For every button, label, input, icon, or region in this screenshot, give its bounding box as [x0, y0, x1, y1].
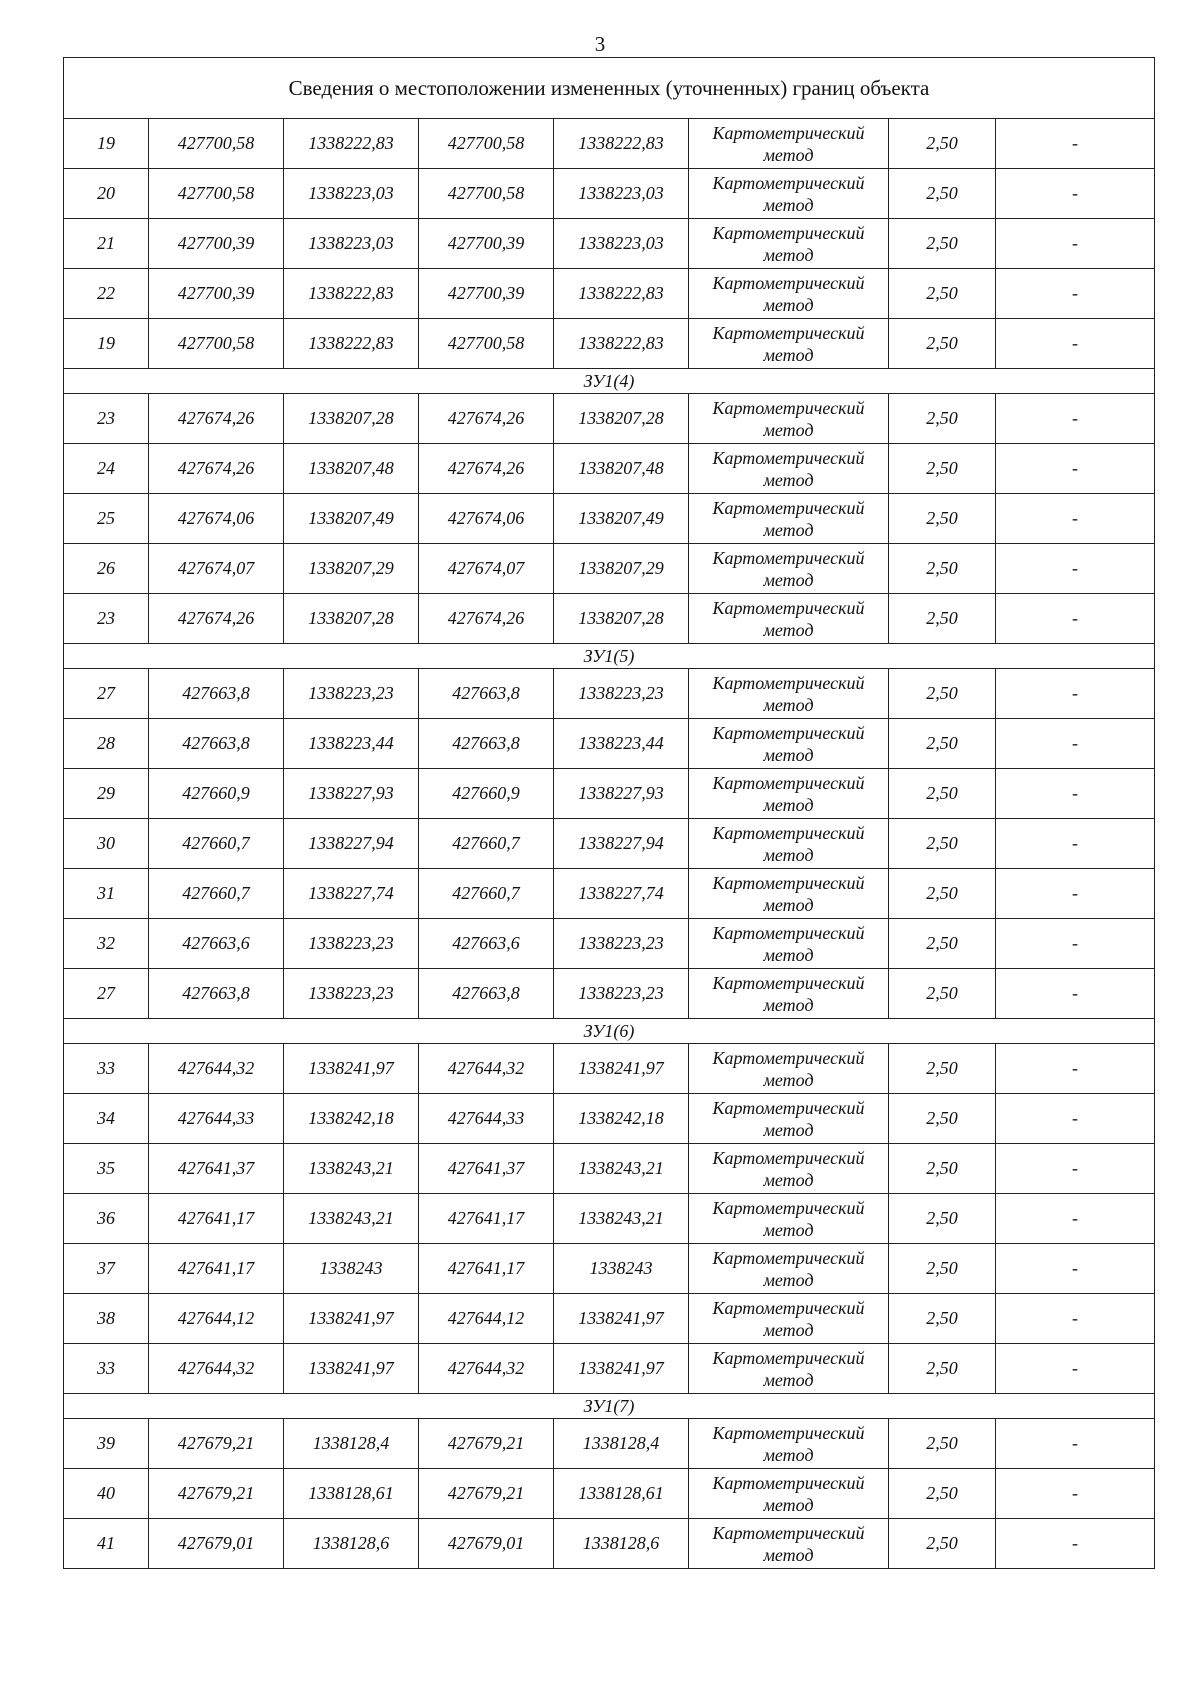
- table-row: [64, 1294, 1155, 1344]
- section-header-row: [64, 644, 1155, 669]
- table-row: [64, 969, 1155, 1019]
- x-new-cell: 427660,7: [419, 819, 554, 869]
- point-number-cell: 19: [64, 119, 149, 169]
- x-new-cell: 427674,26: [419, 444, 554, 494]
- point-number-cell: 33: [64, 1344, 149, 1394]
- x-new-cell: 427660,7: [419, 869, 554, 919]
- x-existing-cell: 427700,39: [149, 219, 284, 269]
- note-cell: -: [996, 669, 1155, 719]
- x-existing-cell: 427679,01: [149, 1519, 284, 1569]
- y-existing-cell: 1338128,6: [284, 1519, 419, 1569]
- x-existing-cell: 427641,17: [149, 1244, 284, 1294]
- section-header-row: [64, 1019, 1155, 1044]
- x-new-cell: 427641,37: [419, 1144, 554, 1194]
- accuracy-cell: 2,50: [889, 669, 996, 719]
- accuracy-cell: 2,50: [889, 319, 996, 369]
- x-existing-cell: 427674,07: [149, 544, 284, 594]
- y-existing-cell: 1338222,83: [284, 269, 419, 319]
- section-label: ЗУ1(6): [64, 1019, 1155, 1044]
- y-new-cell: 1338223,23: [554, 919, 689, 969]
- point-number-cell: 27: [64, 969, 149, 1019]
- x-existing-cell: 427641,37: [149, 1144, 284, 1194]
- accuracy-cell: 2,50: [889, 1244, 996, 1294]
- section-label: ЗУ1(7): [64, 1394, 1155, 1419]
- y-new-cell: 1338223,23: [554, 969, 689, 1019]
- table-row: [64, 919, 1155, 969]
- y-new-cell: 1338241,97: [554, 1344, 689, 1394]
- accuracy-cell: 2,50: [889, 394, 996, 444]
- x-existing-cell: 427644,12: [149, 1294, 284, 1344]
- y-existing-cell: 1338223,03: [284, 219, 419, 269]
- accuracy-cell: 2,50: [889, 594, 996, 644]
- point-number-cell: 38: [64, 1294, 149, 1344]
- method-cell: Картометрический метод: [689, 594, 889, 644]
- y-new-cell: 1338241,97: [554, 1294, 689, 1344]
- y-existing-cell: 1338207,28: [284, 594, 419, 644]
- table-title: Сведения о местоположении измененных (уточненных) границ объекта: [64, 58, 1155, 119]
- accuracy-cell: 2,50: [889, 1094, 996, 1144]
- method-cell: Картометрический метод: [689, 1094, 889, 1144]
- point-number-cell: 39: [64, 1419, 149, 1469]
- y-existing-cell: 1338223,44: [284, 719, 419, 769]
- y-existing-cell: 1338207,28: [284, 394, 419, 444]
- y-existing-cell: 1338243,21: [284, 1194, 419, 1244]
- method-cell: Картометрический метод: [689, 394, 889, 444]
- note-cell: -: [996, 1519, 1155, 1569]
- method-cell: Картометрический метод: [689, 719, 889, 769]
- y-existing-cell: 1338223,23: [284, 919, 419, 969]
- point-number-cell: 29: [64, 769, 149, 819]
- method-cell: Картометрический метод: [689, 544, 889, 594]
- point-number-cell: 24: [64, 444, 149, 494]
- y-new-cell: 1338223,23: [554, 669, 689, 719]
- x-existing-cell: 427679,21: [149, 1419, 284, 1469]
- section-header-row: [64, 1394, 1155, 1419]
- table-row: [64, 1469, 1155, 1519]
- method-cell: Картометрический метод: [689, 494, 889, 544]
- x-new-cell: 427679,21: [419, 1419, 554, 1469]
- point-number-cell: 37: [64, 1244, 149, 1294]
- accuracy-cell: 2,50: [889, 1469, 996, 1519]
- x-new-cell: 427674,06: [419, 494, 554, 544]
- accuracy-cell: 2,50: [889, 819, 996, 869]
- point-number-cell: 36: [64, 1194, 149, 1244]
- note-cell: -: [996, 769, 1155, 819]
- note-cell: -: [996, 1144, 1155, 1194]
- point-number-cell: 20: [64, 169, 149, 219]
- x-existing-cell: 427660,7: [149, 819, 284, 869]
- x-new-cell: 427663,6: [419, 919, 554, 969]
- note-cell: -: [996, 1469, 1155, 1519]
- accuracy-cell: 2,50: [889, 1419, 996, 1469]
- note-cell: -: [996, 444, 1155, 494]
- point-number-cell: 28: [64, 719, 149, 769]
- point-number-cell: 23: [64, 594, 149, 644]
- x-existing-cell: 427674,26: [149, 594, 284, 644]
- note-cell: -: [996, 1419, 1155, 1469]
- method-cell: Картометрический метод: [689, 119, 889, 169]
- section-label: ЗУ1(5): [64, 644, 1155, 669]
- note-cell: -: [996, 319, 1155, 369]
- point-number-cell: 31: [64, 869, 149, 919]
- x-new-cell: 427644,12: [419, 1294, 554, 1344]
- y-existing-cell: 1338222,83: [284, 119, 419, 169]
- x-new-cell: 427641,17: [419, 1194, 554, 1244]
- accuracy-cell: 2,50: [889, 119, 996, 169]
- x-existing-cell: 427663,8: [149, 969, 284, 1019]
- note-cell: -: [996, 544, 1155, 594]
- y-existing-cell: 1338241,97: [284, 1044, 419, 1094]
- y-existing-cell: 1338243,21: [284, 1144, 419, 1194]
- table-title-row: [64, 58, 1155, 119]
- method-cell: Картометрический метод: [689, 969, 889, 1019]
- x-new-cell: 427679,01: [419, 1519, 554, 1569]
- y-new-cell: 1338227,93: [554, 769, 689, 819]
- x-new-cell: 427700,39: [419, 219, 554, 269]
- accuracy-cell: 2,50: [889, 769, 996, 819]
- y-new-cell: 1338207,48: [554, 444, 689, 494]
- method-cell: Картометрический метод: [689, 444, 889, 494]
- x-existing-cell: 427663,8: [149, 669, 284, 719]
- table-row: [64, 219, 1155, 269]
- point-number-cell: 35: [64, 1144, 149, 1194]
- method-cell: Картометрический метод: [689, 269, 889, 319]
- x-new-cell: 427674,07: [419, 544, 554, 594]
- section-header-row: [64, 369, 1155, 394]
- note-cell: -: [996, 819, 1155, 869]
- accuracy-cell: 2,50: [889, 969, 996, 1019]
- method-cell: Картометрический метод: [689, 669, 889, 719]
- note-cell: -: [996, 719, 1155, 769]
- x-existing-cell: 427644,33: [149, 1094, 284, 1144]
- boundary-coordinates-table: [63, 57, 1155, 1569]
- x-existing-cell: 427644,32: [149, 1044, 284, 1094]
- x-new-cell: 427663,8: [419, 669, 554, 719]
- y-new-cell: 1338128,61: [554, 1469, 689, 1519]
- note-cell: -: [996, 969, 1155, 1019]
- y-existing-cell: 1338223,23: [284, 669, 419, 719]
- x-new-cell: 427700,58: [419, 319, 554, 369]
- x-new-cell: 427663,8: [419, 719, 554, 769]
- accuracy-cell: 2,50: [889, 1294, 996, 1344]
- x-existing-cell: 427674,26: [149, 444, 284, 494]
- note-cell: -: [996, 119, 1155, 169]
- note-cell: -: [996, 869, 1155, 919]
- table-row: [64, 1194, 1155, 1244]
- x-new-cell: 427700,58: [419, 169, 554, 219]
- table-row: [64, 269, 1155, 319]
- y-existing-cell: 1338207,49: [284, 494, 419, 544]
- y-new-cell: 1338207,49: [554, 494, 689, 544]
- table-row: [64, 1094, 1155, 1144]
- point-number-cell: 26: [64, 544, 149, 594]
- table-row: [64, 1144, 1155, 1194]
- accuracy-cell: 2,50: [889, 1044, 996, 1094]
- point-number-cell: 33: [64, 1044, 149, 1094]
- table-row: [64, 1044, 1155, 1094]
- y-existing-cell: 1338223,03: [284, 169, 419, 219]
- y-new-cell: 1338222,83: [554, 119, 689, 169]
- note-cell: -: [996, 1094, 1155, 1144]
- accuracy-cell: 2,50: [889, 869, 996, 919]
- x-existing-cell: 427641,17: [149, 1194, 284, 1244]
- method-cell: Картометрический метод: [689, 219, 889, 269]
- method-cell: Картометрический метод: [689, 919, 889, 969]
- point-number-cell: 27: [64, 669, 149, 719]
- x-new-cell: 427700,39: [419, 269, 554, 319]
- y-existing-cell: 1338242,18: [284, 1094, 419, 1144]
- page-number: 3: [594, 32, 606, 56]
- accuracy-cell: 2,50: [889, 719, 996, 769]
- method-cell: Картометрический метод: [689, 1469, 889, 1519]
- note-cell: -: [996, 1194, 1155, 1244]
- y-new-cell: 1338242,18: [554, 1094, 689, 1144]
- x-new-cell: 427641,17: [419, 1244, 554, 1294]
- point-number-cell: 34: [64, 1094, 149, 1144]
- table-row: [64, 494, 1155, 544]
- y-existing-cell: 1338128,4: [284, 1419, 419, 1469]
- y-new-cell: 1338227,74: [554, 869, 689, 919]
- table-row: [64, 819, 1155, 869]
- y-new-cell: 1338243: [554, 1244, 689, 1294]
- x-new-cell: 427674,26: [419, 594, 554, 644]
- y-existing-cell: 1338243: [284, 1244, 419, 1294]
- note-cell: -: [996, 394, 1155, 444]
- note-cell: -: [996, 1044, 1155, 1094]
- y-existing-cell: 1338241,97: [284, 1344, 419, 1394]
- x-new-cell: 427644,33: [419, 1094, 554, 1144]
- section-label: ЗУ1(4): [64, 369, 1155, 394]
- point-number-cell: 30: [64, 819, 149, 869]
- method-cell: Картометрический метод: [689, 1194, 889, 1244]
- table-row: [64, 394, 1155, 444]
- method-cell: Картометрический метод: [689, 819, 889, 869]
- table-row: [64, 769, 1155, 819]
- table-row: [64, 319, 1155, 369]
- table-row: [64, 1519, 1155, 1569]
- y-new-cell: 1338223,03: [554, 219, 689, 269]
- x-new-cell: 427644,32: [419, 1044, 554, 1094]
- note-cell: -: [996, 169, 1155, 219]
- accuracy-cell: 2,50: [889, 1344, 996, 1394]
- y-new-cell: 1338207,28: [554, 394, 689, 444]
- y-existing-cell: 1338128,61: [284, 1469, 419, 1519]
- accuracy-cell: 2,50: [889, 269, 996, 319]
- accuracy-cell: 2,50: [889, 1144, 996, 1194]
- x-new-cell: 427660,9: [419, 769, 554, 819]
- table-row: [64, 669, 1155, 719]
- table-row: [64, 544, 1155, 594]
- accuracy-cell: 2,50: [889, 544, 996, 594]
- point-number-cell: 41: [64, 1519, 149, 1569]
- y-existing-cell: 1338241,97: [284, 1294, 419, 1344]
- point-number-cell: 32: [64, 919, 149, 969]
- x-existing-cell: 427674,06: [149, 494, 284, 544]
- method-cell: Картометрический метод: [689, 319, 889, 369]
- x-new-cell: 427700,58: [419, 119, 554, 169]
- method-cell: Картометрический метод: [689, 769, 889, 819]
- y-existing-cell: 1338227,94: [284, 819, 419, 869]
- y-new-cell: 1338207,29: [554, 544, 689, 594]
- y-existing-cell: 1338222,83: [284, 319, 419, 369]
- accuracy-cell: 2,50: [889, 444, 996, 494]
- note-cell: -: [996, 219, 1155, 269]
- x-existing-cell: 427679,21: [149, 1469, 284, 1519]
- point-number-cell: 21: [64, 219, 149, 269]
- method-cell: Картометрический метод: [689, 1244, 889, 1294]
- method-cell: Картометрический метод: [689, 1044, 889, 1094]
- table-row: [64, 119, 1155, 169]
- method-cell: Картометрический метод: [689, 1144, 889, 1194]
- point-number-cell: 23: [64, 394, 149, 444]
- y-existing-cell: 1338207,29: [284, 544, 419, 594]
- table-row: [64, 169, 1155, 219]
- note-cell: -: [996, 919, 1155, 969]
- point-number-cell: 40: [64, 1469, 149, 1519]
- y-new-cell: 1338243,21: [554, 1144, 689, 1194]
- table-row: [64, 1344, 1155, 1394]
- x-new-cell: 427674,26: [419, 394, 554, 444]
- x-existing-cell: 427644,32: [149, 1344, 284, 1394]
- x-new-cell: 427663,8: [419, 969, 554, 1019]
- x-existing-cell: 427663,6: [149, 919, 284, 969]
- accuracy-cell: 2,50: [889, 219, 996, 269]
- x-existing-cell: 427663,8: [149, 719, 284, 769]
- accuracy-cell: 2,50: [889, 494, 996, 544]
- note-cell: -: [996, 269, 1155, 319]
- table-row: [64, 1244, 1155, 1294]
- table-row: [64, 594, 1155, 644]
- point-number-cell: 22: [64, 269, 149, 319]
- y-existing-cell: 1338227,74: [284, 869, 419, 919]
- y-new-cell: 1338128,4: [554, 1419, 689, 1469]
- method-cell: Картометрический метод: [689, 1519, 889, 1569]
- x-existing-cell: 427660,9: [149, 769, 284, 819]
- y-new-cell: 1338223,03: [554, 169, 689, 219]
- accuracy-cell: 2,50: [889, 169, 996, 219]
- y-existing-cell: 1338227,93: [284, 769, 419, 819]
- y-new-cell: 1338207,28: [554, 594, 689, 644]
- y-new-cell: 1338227,94: [554, 819, 689, 869]
- method-cell: Картометрический метод: [689, 869, 889, 919]
- x-existing-cell: 427700,39: [149, 269, 284, 319]
- table-row: [64, 444, 1155, 494]
- x-new-cell: 427644,32: [419, 1344, 554, 1394]
- accuracy-cell: 2,50: [889, 919, 996, 969]
- note-cell: -: [996, 494, 1155, 544]
- y-new-cell: 1338128,6: [554, 1519, 689, 1569]
- note-cell: -: [996, 594, 1155, 644]
- y-new-cell: 1338222,83: [554, 269, 689, 319]
- table-row: [64, 1419, 1155, 1469]
- y-new-cell: 1338223,44: [554, 719, 689, 769]
- method-cell: Картометрический метод: [689, 1419, 889, 1469]
- accuracy-cell: 2,50: [889, 1194, 996, 1244]
- x-existing-cell: 427700,58: [149, 319, 284, 369]
- y-existing-cell: 1338207,48: [284, 444, 419, 494]
- y-existing-cell: 1338223,23: [284, 969, 419, 1019]
- note-cell: -: [996, 1344, 1155, 1394]
- y-new-cell: 1338241,97: [554, 1044, 689, 1094]
- x-existing-cell: 427660,7: [149, 869, 284, 919]
- note-cell: -: [996, 1294, 1155, 1344]
- note-cell: -: [996, 1244, 1155, 1294]
- y-new-cell: 1338222,83: [554, 319, 689, 369]
- y-new-cell: 1338243,21: [554, 1194, 689, 1244]
- table-row: [64, 719, 1155, 769]
- accuracy-cell: 2,50: [889, 1519, 996, 1569]
- method-cell: Картометрический метод: [689, 1344, 889, 1394]
- point-number-cell: 19: [64, 319, 149, 369]
- table-row: [64, 869, 1155, 919]
- method-cell: Картометрический метод: [689, 1294, 889, 1344]
- x-existing-cell: 427700,58: [149, 169, 284, 219]
- method-cell: Картометрический метод: [689, 169, 889, 219]
- x-existing-cell: 427674,26: [149, 394, 284, 444]
- point-number-cell: 25: [64, 494, 149, 544]
- x-existing-cell: 427700,58: [149, 119, 284, 169]
- x-new-cell: 427679,21: [419, 1469, 554, 1519]
